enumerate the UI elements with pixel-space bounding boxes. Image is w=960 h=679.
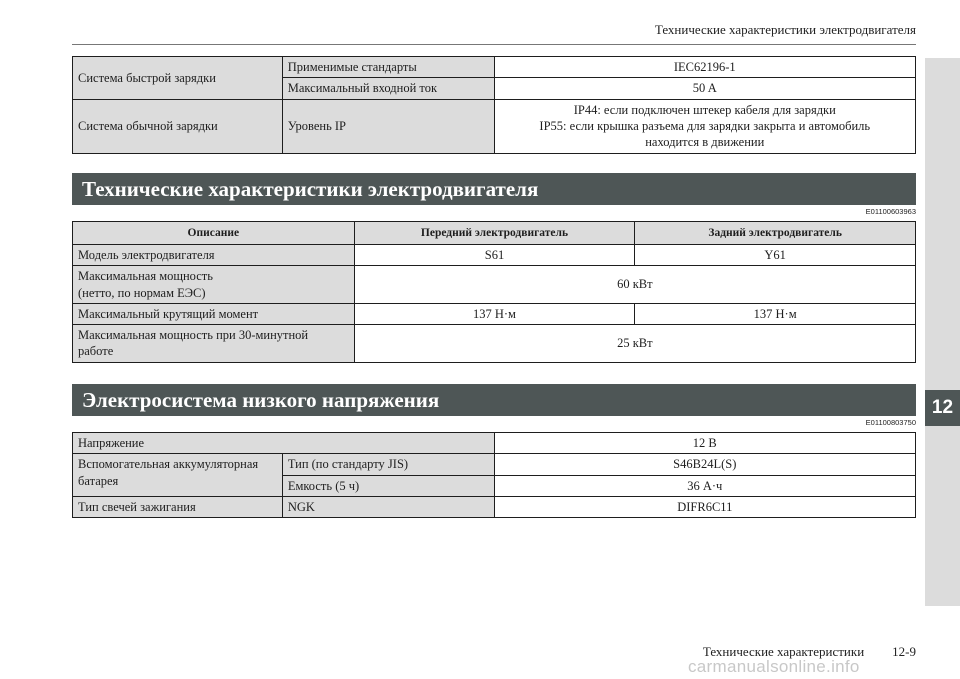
voltage-value: 12 В bbox=[494, 433, 915, 454]
normal-charging-system-label: Система обычной зарядки bbox=[73, 99, 283, 153]
aux-battery-label bbox=[73, 454, 283, 497]
spark-plug-brand: NGK bbox=[282, 496, 494, 517]
max-input-current-label: Максимальный входной ток bbox=[282, 78, 494, 99]
column-header-front-motor: Передний электродвигатель bbox=[354, 222, 635, 245]
motor-section-title: Технические характеристики электродвигателя bbox=[72, 173, 916, 205]
ip-level-line: IP55: если крышка разъема для зарядки закрыта и автомобиль bbox=[539, 118, 871, 133]
motor-model-label: Модель электродвигателя bbox=[73, 245, 355, 266]
max-power-label bbox=[73, 266, 355, 304]
charging-spec-table bbox=[72, 56, 916, 154]
max-torque-rear: 137 Н·м bbox=[635, 303, 916, 324]
chapter-number-badge: 12 bbox=[925, 390, 960, 426]
applicable-standards-value: IEC62196-1 bbox=[494, 57, 915, 78]
max-power-value: 60 кВт bbox=[354, 266, 915, 304]
battery-type-label: Тип (по стандарту JIS) bbox=[282, 454, 494, 475]
ip-level-label: Уровень IP bbox=[282, 99, 494, 153]
max-torque-label: Максимальный крутящий момент bbox=[73, 303, 355, 324]
battery-capacity-value: 36 А·ч bbox=[494, 475, 915, 496]
column-header-description: Описание bbox=[73, 222, 355, 245]
max-torque-front: 137 Н·м bbox=[354, 303, 635, 324]
fast-charging-system-label: Система быстрой зарядки bbox=[73, 57, 283, 100]
lowvolt-spec-table bbox=[72, 432, 916, 518]
applicable-standards-label: Применимые стандарты bbox=[282, 57, 494, 78]
chapter-side-tab bbox=[925, 58, 960, 606]
max-input-current-value: 50 A bbox=[494, 78, 915, 99]
max-power-label-line: Максимальная мощность bbox=[78, 269, 213, 284]
ip-level-line: IP44: если подключен штекер кабеля для зарядки bbox=[573, 102, 836, 117]
aux-battery-label-line: батарея bbox=[78, 473, 119, 488]
ip-level-value bbox=[494, 99, 915, 153]
motor-section-code: E01100603963 bbox=[865, 207, 916, 216]
battery-type-value: S46B24L(S) bbox=[494, 454, 915, 475]
power-30min-value: 25 кВт bbox=[354, 325, 915, 363]
lowvolt-section-title: Электросистема низкого напряжения bbox=[72, 384, 916, 416]
motor-model-front: S61 bbox=[354, 245, 635, 266]
max-power-label-line: (нетто, по нормам ЕЭС) bbox=[78, 285, 206, 300]
ip-level-line: находится в движении bbox=[645, 135, 765, 150]
power-30min-label-line: Максимальная мощность при 30-минутной bbox=[78, 328, 309, 342]
power-30min-label-line: работе bbox=[78, 344, 114, 359]
motor-model-rear: Y61 bbox=[635, 245, 916, 266]
spark-plug-label: Тип свечей зажигания bbox=[73, 496, 283, 517]
power-30min-label bbox=[73, 325, 355, 363]
footer-section-title: Технические характеристики bbox=[702, 644, 865, 659]
watermark-text: carmanualsonline.info bbox=[688, 657, 860, 676]
voltage-label: Напряжение bbox=[73, 433, 495, 454]
aux-battery-label-line: Вспомогательная аккумуляторная bbox=[78, 457, 259, 472]
header-divider bbox=[72, 44, 916, 45]
battery-capacity-label: Емкость (5 ч) bbox=[282, 475, 494, 496]
lowvolt-section-code: E01100803750 bbox=[865, 418, 916, 427]
page-number: 12-9 bbox=[892, 644, 916, 659]
column-header-rear-motor: Задний электродвигатель bbox=[635, 222, 916, 245]
page-header-title: Технические характеристики электродвигателя bbox=[654, 22, 916, 37]
motor-spec-table bbox=[72, 221, 916, 363]
spark-plug-value: DIFR6C11 bbox=[494, 496, 915, 517]
